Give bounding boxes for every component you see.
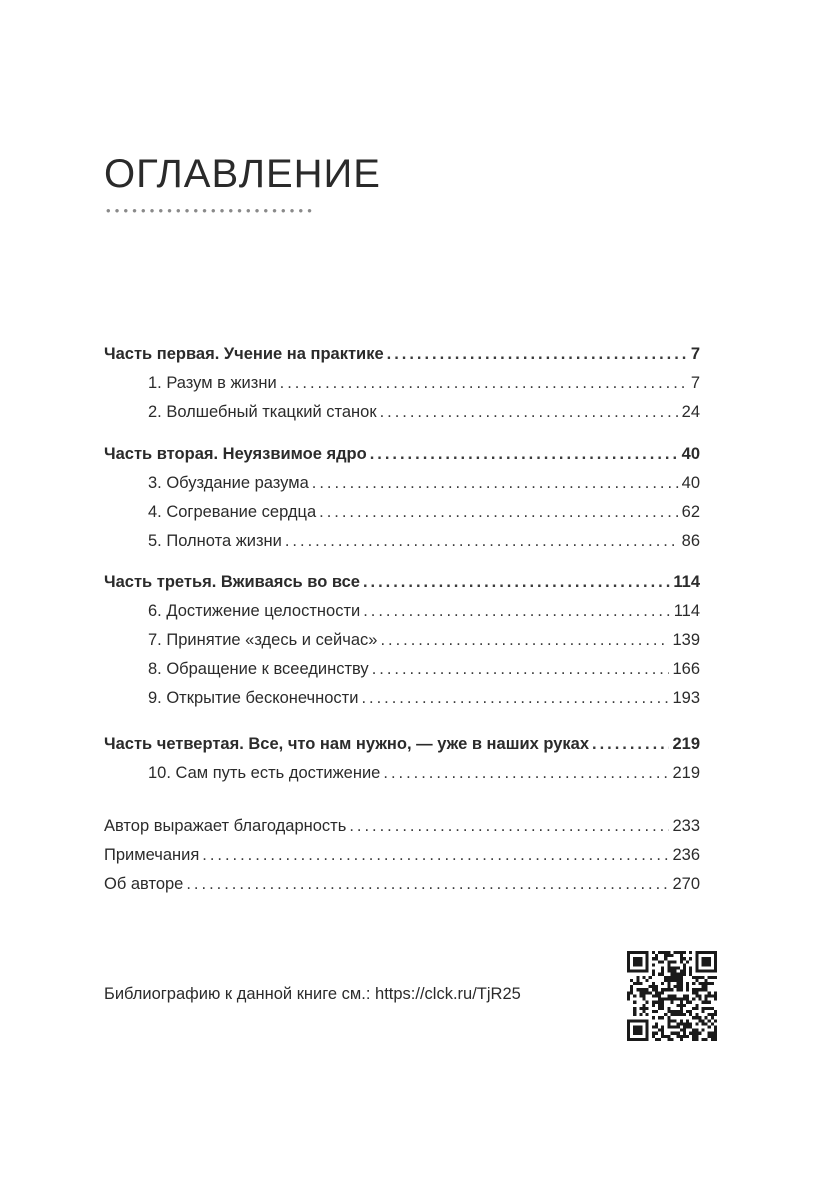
- toc-page-number: 7: [690, 345, 700, 363]
- toc-entry-label: Примечания: [104, 846, 200, 864]
- toc-chapter-entry: [104, 597, 700, 626]
- toc-entry-label: Часть вторая. Неуязвимое ядро: [104, 445, 367, 463]
- toc-entry-label: Часть первая. Учение на практике: [104, 345, 384, 363]
- toc-page-number: 114: [673, 602, 700, 620]
- toc-chapter-entry: [104, 626, 700, 655]
- toc-page-number: 40: [681, 474, 700, 492]
- toc-leader-dots: [592, 730, 669, 759]
- toc-entry-label: 2. Волшебный ткацкий станок: [148, 403, 377, 421]
- toc-leader-dots: [285, 527, 679, 556]
- toc-leader-dots: [380, 398, 679, 427]
- toc-entry-label: Об авторе: [104, 875, 184, 893]
- title-dotted-rule: ••••••••••••••••••••••••: [106, 206, 317, 216]
- toc-leader-dots: [202, 841, 669, 870]
- toc-page-number: 114: [673, 573, 700, 591]
- page-title: ОГЛАВЛЕНИЕ: [104, 152, 381, 196]
- toc-backmatter-entry: [104, 870, 700, 899]
- toc-entry-label: 8. Обращение к всеединству: [148, 660, 369, 678]
- toc-leader-dots: [349, 812, 669, 841]
- toc-page-number: 236: [672, 846, 700, 864]
- toc-page-number: 193: [672, 689, 700, 707]
- qr-code-icon: [627, 951, 717, 1041]
- toc-chapter-entry: [104, 398, 700, 427]
- toc-page-number: 24: [681, 403, 700, 421]
- toc-page-number: 40: [681, 445, 700, 463]
- toc-leader-dots: [383, 759, 669, 788]
- toc-part-entry: [104, 568, 700, 597]
- toc-entry-label: Часть третья. Вживаясь во все: [104, 573, 360, 591]
- toc-entry-label: 5. Полнота жизни: [148, 532, 282, 550]
- toc-page-number: 219: [672, 735, 700, 753]
- toc-chapter-entry: [104, 684, 700, 713]
- toc-part-entry: [104, 730, 700, 759]
- toc-leader-dots: [319, 498, 679, 527]
- toc-page-number: 139: [672, 631, 700, 649]
- toc-leader-dots: [372, 655, 670, 684]
- toc-page-number: 270: [672, 875, 700, 893]
- toc-part-entry: [104, 340, 700, 369]
- toc-leader-dots: [370, 440, 679, 469]
- toc-chapter-entry: [104, 469, 700, 498]
- toc-leader-dots: [380, 626, 669, 655]
- toc-leader-dots: [363, 597, 670, 626]
- toc-entry-label: Автор выражает благодарность: [104, 817, 347, 835]
- toc-entry-label: 7. Принятие «здесь и сейчас»: [148, 631, 378, 649]
- toc-entry-label: 1. Разум в жизни: [148, 374, 277, 392]
- toc-leader-dots: [312, 469, 679, 498]
- toc-chapter-entry: [104, 498, 700, 527]
- toc-leader-dots: [387, 340, 688, 369]
- toc-leader-dots: [280, 369, 688, 398]
- toc-entry-label: Часть четвертая. Все, что нам нужно, — уже в наших руках: [104, 735, 590, 753]
- table-of-contents: [104, 340, 700, 899]
- toc-part-entry: [104, 440, 700, 469]
- toc-entry-label: 4. Согревание сердца: [148, 503, 317, 521]
- bibliography-note: Библиографию к данной книге см.: https://clck.ru/TjR25: [104, 985, 521, 1003]
- toc-chapter-entry: [104, 527, 700, 556]
- toc-chapter-entry: [104, 759, 700, 788]
- toc-leader-dots: [363, 568, 670, 597]
- toc-page-number: 7: [690, 374, 700, 392]
- toc-entry-label: 6. Достижение целостности: [148, 602, 361, 620]
- toc-page-number: 62: [681, 503, 700, 521]
- toc-entry-label: 3. Обуздание разума: [148, 474, 309, 492]
- toc-backmatter-entry: [104, 812, 700, 841]
- toc-chapter-entry: [104, 369, 700, 398]
- toc-leader-dots: [361, 684, 669, 713]
- toc-backmatter-entry: [104, 841, 700, 870]
- toc-page-number: 233: [672, 817, 700, 835]
- toc-page-number: 166: [672, 660, 700, 678]
- toc-leader-dots: [186, 870, 669, 899]
- toc-entry-label: 10. Сам путь есть достижение: [148, 764, 381, 782]
- toc-chapter-entry: [104, 655, 700, 684]
- toc-entry-label: 9. Открытие бесконечности: [148, 689, 359, 707]
- toc-page-number: 86: [681, 532, 700, 550]
- toc-page-number: 219: [672, 764, 700, 782]
